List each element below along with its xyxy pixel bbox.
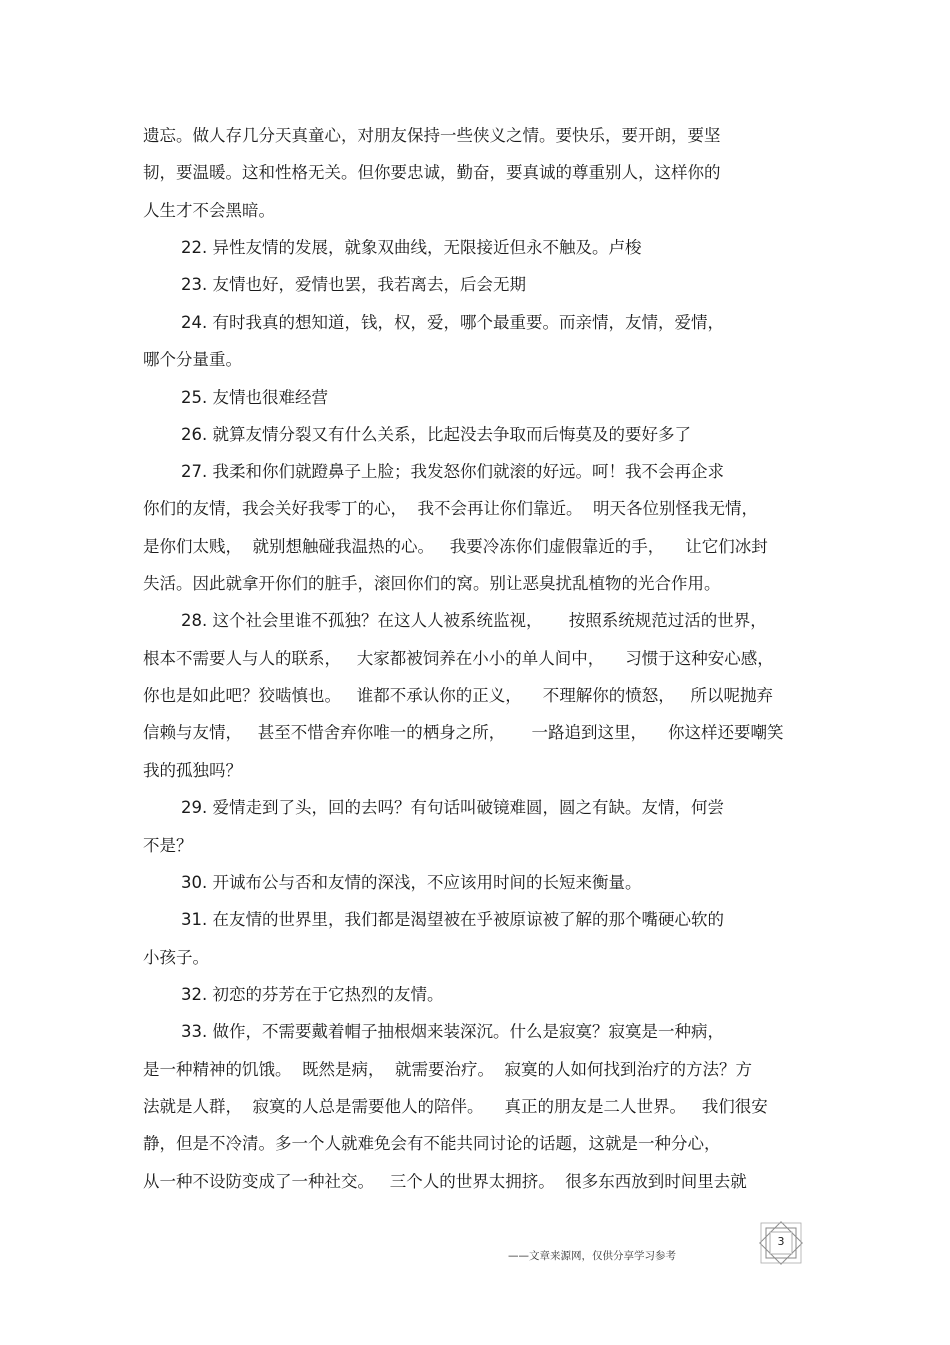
text-line: 小孩子。 (143, 948, 209, 967)
text-line: 24. 有时我真的想知道，钱，权，爱，哪个最重要。而亲情，友情，爱情， (181, 313, 724, 332)
text-line: 是你们太贱， 就别想触碰我温热的心。 我要冷冻你们虚假靠近的手， 让它们冰封 (143, 537, 768, 556)
text-line: 27. 我柔和你们就蹬鼻子上脸；我发怒你们就滚的好远。呵！我不会再企求 (181, 462, 724, 481)
text-line: 31. 在友情的世界里，我们都是渴望被在乎被原谅被了解的那个嘴硬心软的 (181, 910, 724, 929)
text-line: 26. 就算友情分裂又有什么关系，比起没去争取而后悔莫及的要好多了 (181, 425, 691, 444)
text-line: 23. 友情也好，爱情也罢，我若离去，后会无期 (181, 275, 526, 294)
text-line: 29. 爱情走到了头，回的去吗？有句话叫破镜难圆，圆之有缺。友情，何尝 (181, 798, 724, 817)
page-number-badge (757, 1219, 805, 1267)
text-line: 遗忘。做人存几分天真童心，对朋友保持一些侠义之情。要快乐，要开朗，要坚 (143, 126, 721, 145)
text-line: 是一种精神的饥饿。 既然是病， 就需要治疗。 寂寞的人如何找到治疗的方法？方 (143, 1060, 752, 1079)
text-line: 25. 友情也很难经营 (181, 388, 328, 407)
text-line: 从一种不设防变成了一种社交。 三个人的世界太拥挤。 很多东西放到时间里去就 (143, 1172, 747, 1191)
text-line: 人生才不会黑暗。 (143, 201, 275, 220)
text-line: 我的孤独吗？ (143, 761, 242, 780)
text-line: 30. 开诚布公与否和友情的深浅，不应该用时间的长短来衡量。 (181, 873, 642, 892)
text-line: 22. 异性友情的发展，就象双曲线，无限接近但永不触及。卢梭 (181, 238, 642, 257)
text-line: 法就是人群， 寂寞的人总是需要他人的陪伴。 真正的朋友是二人世界。 我们很安 (143, 1097, 768, 1116)
page-number: 3 (777, 1235, 785, 1248)
text-line: 静，但是不冷清。多一个人就难免会有不能共同讨论的话题，这就是一种分心， (143, 1134, 721, 1153)
text-line: 33. 做作，不需要戴着帽子抽根烟来装深沉。什么是寂寞？寂寞是一种病， (181, 1022, 724, 1041)
text-line: 28. 这个社会里谁不孤独？在这人人被系统监视， 按照系统规范过活的世界， (181, 611, 767, 630)
text-line: 信赖与友情， 甚至不惜舍弃你唯一的栖身之所， 一路追到这里， 你这样还要嘲笑 (143, 723, 784, 742)
footer-source-note: ——文章来源网，仅供分享学习参考 (508, 1250, 676, 1262)
text-line: 哪个分量重。 (143, 350, 242, 369)
text-line: 32. 初恋的芬芳在于它热烈的友情。 (181, 985, 444, 1004)
text-line: 根本不需要人与人的联系， 大家都被饲养在小小的单人间中， 习惯于这种安心感， (143, 649, 774, 668)
text-line: 失活。因此就拿开你们的脏手，滚回你们的窝。别让恶臭扰乱植物的光合作用。 (143, 574, 721, 593)
text-line: 不是？ (143, 836, 193, 855)
text-line: 韧，要温暖。这和性格无关。但你要忠诚，勤奋，要真诚的尊重别人，这样你的 (143, 163, 721, 182)
text-line: 你也是如此吧？狡啮慎也。 谁都不承认你的正义， 不理解你的愤怒， 所以呢抛弃 (143, 686, 773, 705)
text-line: 你们的友情，我会关好我零丁的心， 我不会再让你们靠近。 明天各位别怪我无情， (143, 499, 758, 518)
